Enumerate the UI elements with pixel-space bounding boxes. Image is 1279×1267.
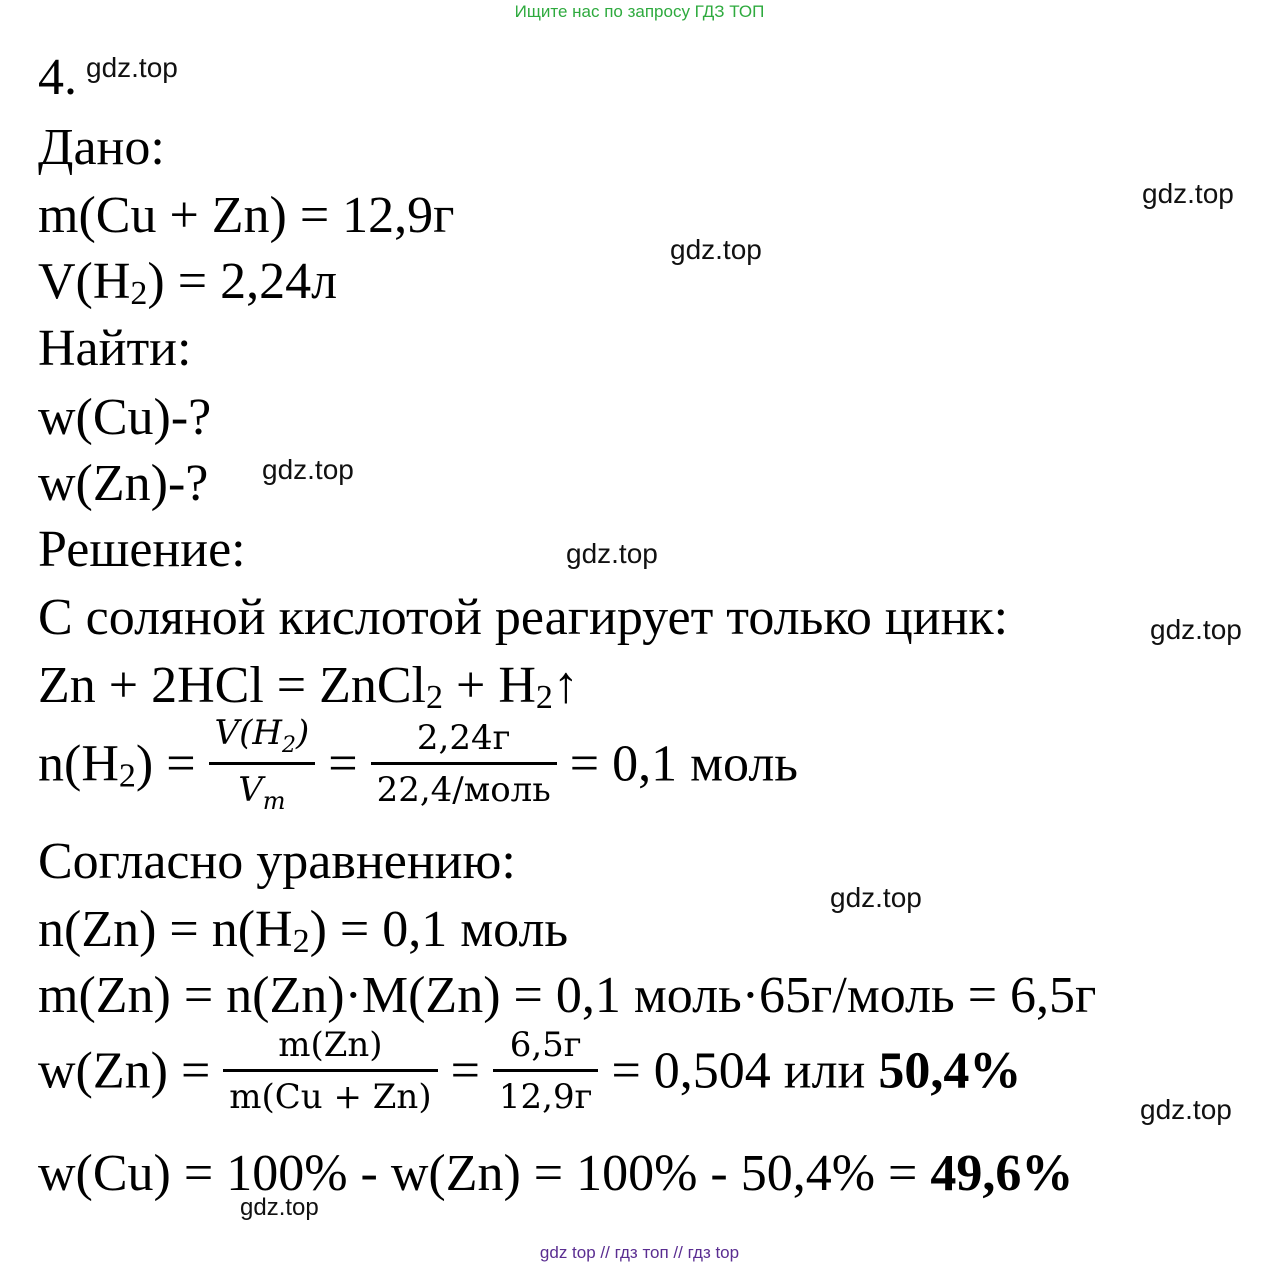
find-w-zn: w(Zn)-? <box>38 455 209 512</box>
frac1-numerator <box>209 714 316 765</box>
find-w-cu: w(Cu)-? <box>38 389 212 446</box>
w-zn-text: w(Zn) = <box>38 1042 224 1100</box>
frac1-num-b: ) <box>296 713 310 753</box>
frac4-denominator: 12,9г <box>498 1077 593 1118</box>
given-heading: Дано: <box>38 119 165 176</box>
n-h2-text: n(H <box>38 735 119 793</box>
frac2-numerator: 2,24г <box>371 719 557 765</box>
find-heading: Найти: <box>38 320 192 377</box>
frac3-denominator: m(Cu + Zn) <box>229 1077 432 1118</box>
n-zn-rest: ) = 0,1 моль <box>309 901 569 958</box>
watermark: gdz.top <box>670 234 762 265</box>
fraction-v-over-vm <box>209 714 316 815</box>
watermark: gdz.top <box>1142 178 1234 209</box>
eq-sub-2: 2 <box>535 679 553 716</box>
frac1-num-a: V(H <box>214 713 282 753</box>
n-h2-calculation <box>38 713 798 819</box>
w-zn-result: = 0,504 или <box>598 1042 879 1100</box>
watermark: gdz.top <box>240 1194 319 1221</box>
frac4-numerator: 6,5г <box>493 1026 599 1072</box>
only-zinc-statement: С соляной кислотой реагирует только цинк: <box>38 589 1009 646</box>
w-cu-line <box>38 1145 1074 1202</box>
w-cu-answer: 49,6% <box>930 1145 1074 1202</box>
bottom-banner[interactable]: gdz top // гдз топ // гдз top <box>539 1243 740 1262</box>
eq-part-b: + H <box>443 657 536 714</box>
watermark: gdz.top <box>566 538 658 569</box>
watermark: gdz.top <box>830 882 922 913</box>
equals-sign-1: = <box>315 735 371 793</box>
given-mass: m(Cu + Zn) = 12,9г <box>38 187 455 244</box>
fraction-values <box>371 719 557 810</box>
vol-h2-text: V(H <box>38 253 131 310</box>
eq-part-a: Zn + 2HCl = ZnCl <box>38 657 426 714</box>
n-h2-eq: ) = <box>135 735 209 793</box>
frac1-num-sub: 2 <box>282 732 296 758</box>
frac1-den-a: V <box>238 770 263 811</box>
w-cu-text: w(Cu) = 100% - w(Zn) = 100% - 50,4% = <box>38 1145 931 1202</box>
watermark: gdz.top <box>1140 1094 1232 1125</box>
n-h2-sub: 2 <box>118 757 136 795</box>
m-zn-line: m(Zn) = n(Zn)·M(Zn) = 0,1 моль·65г/моль = 6,5г <box>38 967 1097 1024</box>
n-zn-line <box>38 901 569 960</box>
reaction-equation <box>38 657 579 716</box>
solution-heading: Решение: <box>38 521 246 578</box>
fraction-mass-values <box>493 1026 599 1117</box>
frac1-den-sub: m <box>262 786 286 815</box>
n-h2-result: = 0,1 моль <box>556 735 798 793</box>
fraction-mzn-over-mmix <box>223 1026 437 1117</box>
watermark: gdz.top <box>1150 614 1242 645</box>
according-heading: Согласно уравнению: <box>38 833 516 890</box>
given-volume <box>38 253 338 312</box>
top-banner[interactable]: Ищите нас по запросу ГДЗ ТОП <box>514 2 765 21</box>
watermark: gdz.top <box>262 454 354 485</box>
n-zn-sub: 2 <box>292 923 310 960</box>
eq-sub-1: 2 <box>426 679 443 716</box>
w-zn-calculation <box>38 1025 1022 1121</box>
vol-h2-sub: 2 <box>130 275 148 312</box>
watermark: gdz.top <box>86 52 178 83</box>
frac2-denominator: 22,4/моль <box>376 770 551 811</box>
eq-arrow: ↑ <box>552 657 579 714</box>
equals-sign-2: = <box>437 1042 493 1100</box>
frac3-numerator: m(Zn) <box>223 1026 437 1072</box>
task-number: 4. <box>38 49 77 106</box>
vol-h2-rest: ) = 2,24л <box>147 253 338 310</box>
n-zn-text: n(Zn) = n(H <box>38 901 293 958</box>
frac1-denominator <box>209 765 316 815</box>
w-zn-answer: 50,4% <box>878 1042 1022 1100</box>
